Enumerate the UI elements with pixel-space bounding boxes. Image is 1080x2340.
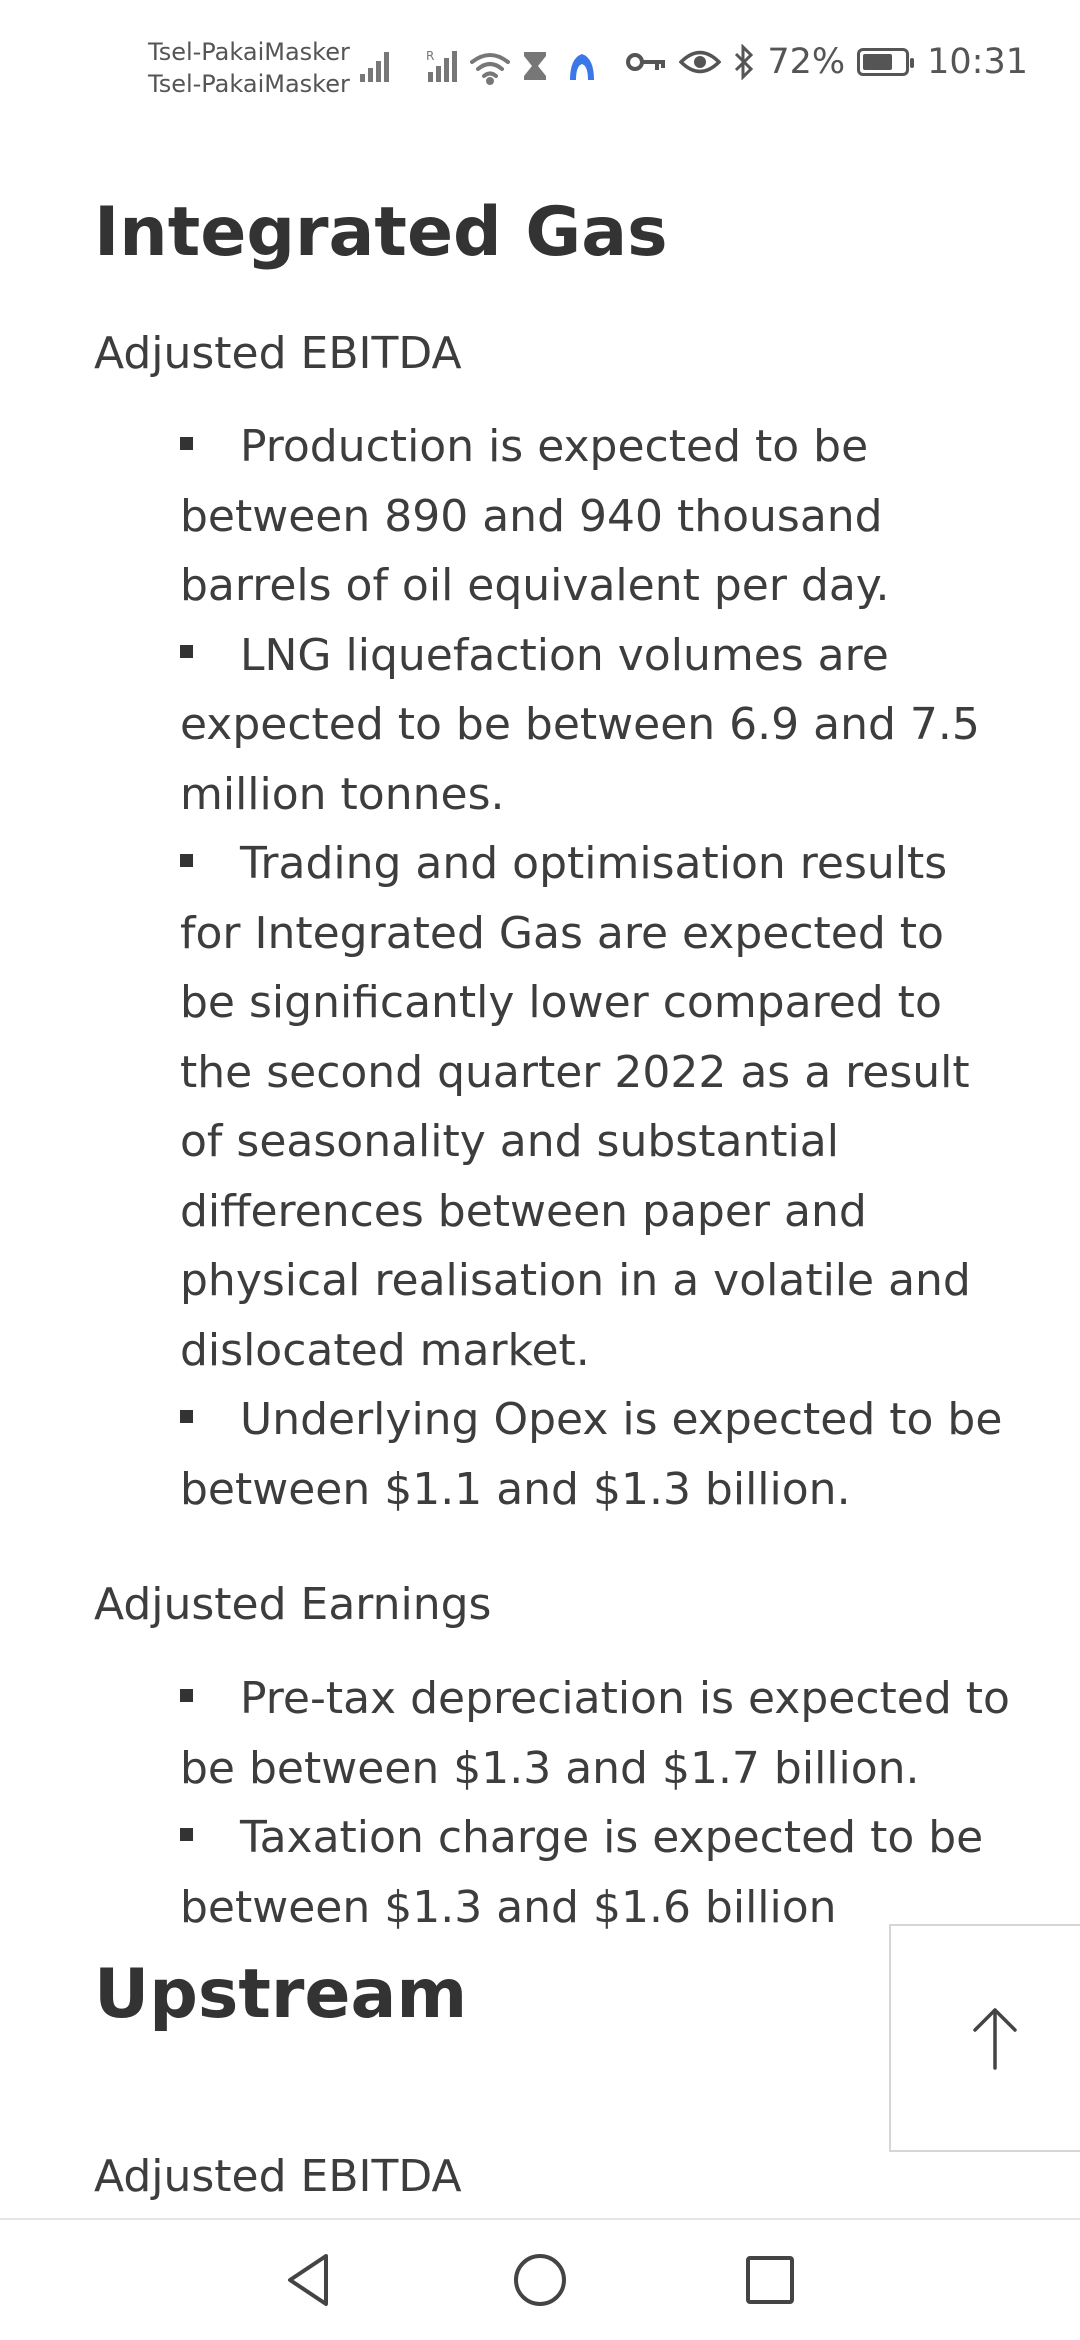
- section-heading-upstream: Upstream: [94, 1955, 468, 2034]
- article-content: [0, 128, 1080, 2218]
- wifi-icon: [472, 55, 508, 83]
- bullet-square-icon: [180, 645, 193, 658]
- list-item: [180, 1803, 1010, 1942]
- subheading-adjusted-ebitda: Adjusted EBITDA: [94, 328, 462, 379]
- hourglass-icon: [524, 52, 546, 80]
- carrier-1: Tsel-PakaiMasker: [148, 38, 350, 66]
- bullet-square-icon: [180, 854, 193, 867]
- list-item: [180, 412, 1010, 621]
- system-navigation-bar: [0, 2218, 1080, 2340]
- signal-icon: [360, 52, 389, 82]
- list-item: [180, 1664, 1010, 1803]
- carrier-names: [148, 36, 350, 100]
- bullet-square-icon: [180, 1828, 193, 1841]
- app-notification-icon: [570, 54, 594, 80]
- bullet-list-ebitda: [180, 412, 1010, 1524]
- clock: 10:31: [927, 42, 1028, 82]
- home-circle-icon[interactable]: [510, 2250, 570, 2310]
- subheading-adjusted-earnings: Adjusted Earnings: [94, 1579, 492, 1630]
- recents-square-icon[interactable]: [740, 2250, 800, 2310]
- eye-comfort-icon: [679, 47, 721, 77]
- back-triangle-icon[interactable]: [280, 2250, 340, 2310]
- battery-icon: [857, 48, 909, 76]
- subheading-upstream-adjusted-ebitda: Adjusted EBITDA: [94, 2151, 462, 2202]
- list-item: [180, 621, 1010, 830]
- battery-fill: [863, 54, 892, 70]
- carrier-2: Tsel-PakaiMasker: [148, 70, 350, 98]
- bullet-square-icon: [180, 437, 193, 450]
- bullet-text: Pre-tax depreciation is expected to be between $1.3 and $1.7 billion.: [180, 1673, 1010, 1794]
- bullet-text: LNG liquefaction volumes are expected to be between 6.9 and 7.5 million tonnes.: [180, 629, 980, 820]
- bullet-square-icon: [180, 1689, 193, 1702]
- list-item: [180, 829, 1010, 1385]
- status-icons: [356, 46, 596, 86]
- bullet-text: Production is expected to be between 890 and 940 thousand barrels of oil equivalent per day.: [180, 421, 890, 611]
- status-right: [625, 42, 1028, 82]
- battery-percent: 72%: [767, 42, 846, 82]
- section-heading-integrated-gas: Integrated Gas: [94, 193, 668, 272]
- svg-text:R: R: [426, 49, 435, 63]
- scroll-to-top-button[interactable]: [889, 1924, 1080, 2152]
- bluetooth-icon: [733, 44, 755, 80]
- bullet-text: Trading and optimisation results for Integrated Gas are expected to be significantly lower compared to the second quarter 2022 as a result of seasonality and substantial differences between paper and physical realisation in a volatile and dislocated market.: [180, 838, 971, 1376]
- arrow-up-icon: [965, 2006, 1025, 2086]
- vpn-key-icon: [625, 50, 667, 74]
- bullet-text: Underlying Opex is expected to be between $1.1 and $1.3 billion.: [180, 1394, 1003, 1515]
- bullet-text: Taxation charge is expected to be between $1.3 and $1.6 billion: [180, 1812, 984, 1933]
- bullet-list-earnings: [180, 1664, 1010, 1942]
- list-item: [180, 1385, 1010, 1524]
- bullet-square-icon: [180, 1410, 193, 1423]
- status-bar: [0, 0, 1080, 128]
- signal-roaming-icon: [426, 49, 457, 82]
